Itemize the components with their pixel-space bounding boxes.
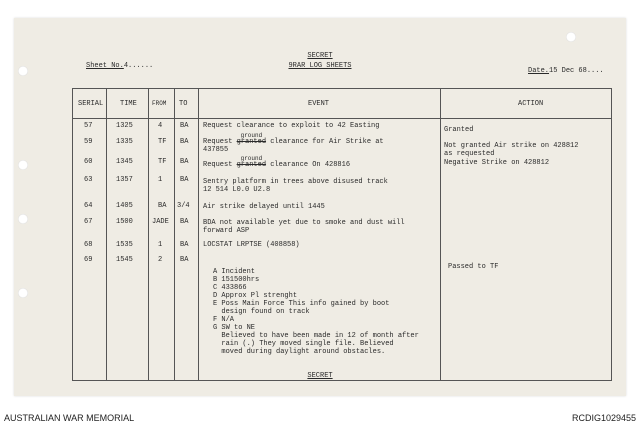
- document-id: RCDIG1029455: [571, 413, 636, 423]
- punch-hole: [18, 288, 28, 298]
- punch-hole: [18, 214, 28, 224]
- archive-credit: AUSTRALIAN WAR MEMORIAL: [4, 413, 135, 423]
- punch-hole: [18, 160, 28, 170]
- col-header-event: EVENT: [308, 100, 330, 108]
- col-header-to: TO: [179, 100, 188, 108]
- col-header-serial: SERIAL: [78, 100, 104, 108]
- log-table: SERIAL TIME FROM TO EVENT ACTION 57 1325 4 BA Request clearance to exploit to 42 Easting Granted 59 1335 TF BA Request ground granted clearance for Air Strike at 437855 Not granted Air strike on 428812 as requested 60 1345 TF BA Request ground granted clearance On 428816 Negative Strike on 428812 63 1357 1 BA Sentry platform in trees above disused track 12 514 L0.0 U2.8 64 1405 BA 3/4 Air strike delayed until 1445 67 1500 JADE BA BDA not available yet due to smoke and dust will forward ASP 68 1535 1 BA LOCSTAT LRPTSE (408858) 69 1545 2 BA Passed to TF A Incident B 151500hrs C 433866 D Approx Pl strenght E Poss Main Force This info gained by boot design found on track F N/A G SW to NE Believed to have been made in 12 of month after rain (.) They moved single file. Believed moved during daylight around obstacles.: [72, 88, 612, 380]
- log-title: 9RAR LOG SHEETS: [288, 62, 352, 70]
- punch-hole: [566, 32, 576, 42]
- sheet-number: Sheet No.4......: [86, 62, 154, 70]
- document-page: [14, 18, 626, 396]
- secret-marking-top: SECRET: [307, 52, 333, 60]
- secret-marking-bottom: SECRET: [307, 372, 333, 380]
- col-header-from: FROM: [152, 100, 167, 107]
- col-header-time: TIME: [120, 100, 137, 108]
- col-header-action: ACTION: [518, 100, 544, 108]
- log-date: Date.15 Dec 68....: [528, 67, 604, 75]
